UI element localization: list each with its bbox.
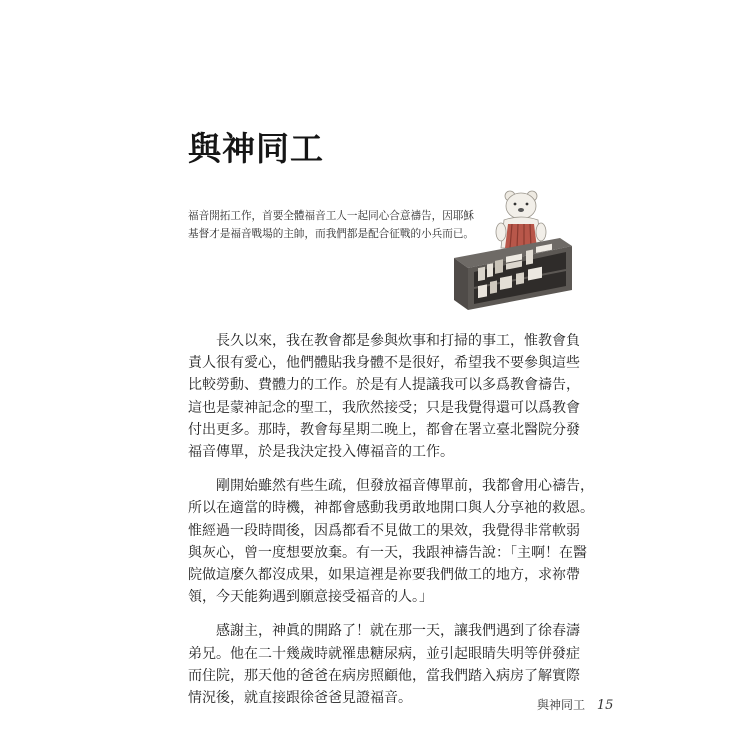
text-line: 付出更多。那時，教會每星期二晚上，都會在署立臺北醫院分發 <box>188 421 580 438</box>
text-line: 弟兄。他在二十幾歲時就罹患糖尿病，並引起眼睛失明等併發症 <box>188 645 580 662</box>
text-line: 情況後，就直接跟徐爸爸見證福音。 <box>188 690 412 707</box>
text-line: 感謝主，神眞的開路了！就在那一天，讓我們遇到了徐春濤 <box>188 623 580 640</box>
text-line: 與灰心，曾一度想要放棄。有一天，我跟神禱告說：「主啊！在醫 <box>188 544 587 561</box>
page-number: 15 <box>596 698 614 713</box>
text-line: 領，今天能夠遇到願意接受福音的人。」 <box>188 589 433 606</box>
page-footer <box>537 696 613 713</box>
text-line: 比較勞動、費體力的工作。於是有人提議我可以多爲教會禱告， <box>188 377 580 394</box>
text-line: 長久以來，我在教會都是參與炊事和打掃的事工，惟教會負 <box>188 333 580 349</box>
text-line: 而住院，那天他的爸爸在病房照顧他，當我們踏入病房了解實際 <box>188 667 580 684</box>
chapter-title: 與神同工 <box>188 129 324 168</box>
paragraph <box>188 475 594 608</box>
text-line: 院做這麼久都沒成果，如果這裡是祢要我們做工的地方，求祢帶 <box>188 567 580 584</box>
text-line: 剛開始雖然有些生疏，但發放福音傳單前，我都會用心禱告， <box>188 478 594 495</box>
text-line: 責人很有愛心，他們體貼我身體不是很好，希望我不要參與這些 <box>188 355 580 372</box>
running-title: 與神同工 <box>537 698 586 712</box>
body-text <box>188 330 594 721</box>
text-line: 福音傳單，於是我決定投入傳福音的工作。 <box>188 444 454 461</box>
bear-at-bookshelf-illustration <box>448 186 578 311</box>
paragraph <box>188 330 580 463</box>
text-line: 這也是蒙神記念的聖工，我欣然接受；只是我覺得還可以爲教會 <box>188 399 580 416</box>
intro-line: 基督才是福音戰場的主帥，而我們都是配合征戰的小兵而已。 <box>188 228 475 240</box>
text-line: 所以在適當的時機，神都會感動我勇敢地開口與人分享祂的救恩。 <box>188 500 594 517</box>
text-line: 惟經過一段時間後，因爲都看不見做工的果效，我覺得非常軟弱 <box>188 522 580 539</box>
intro-line: 福音開拓工作，首要全體福音工人一起同心合意禱告，因耶穌 <box>188 210 475 222</box>
